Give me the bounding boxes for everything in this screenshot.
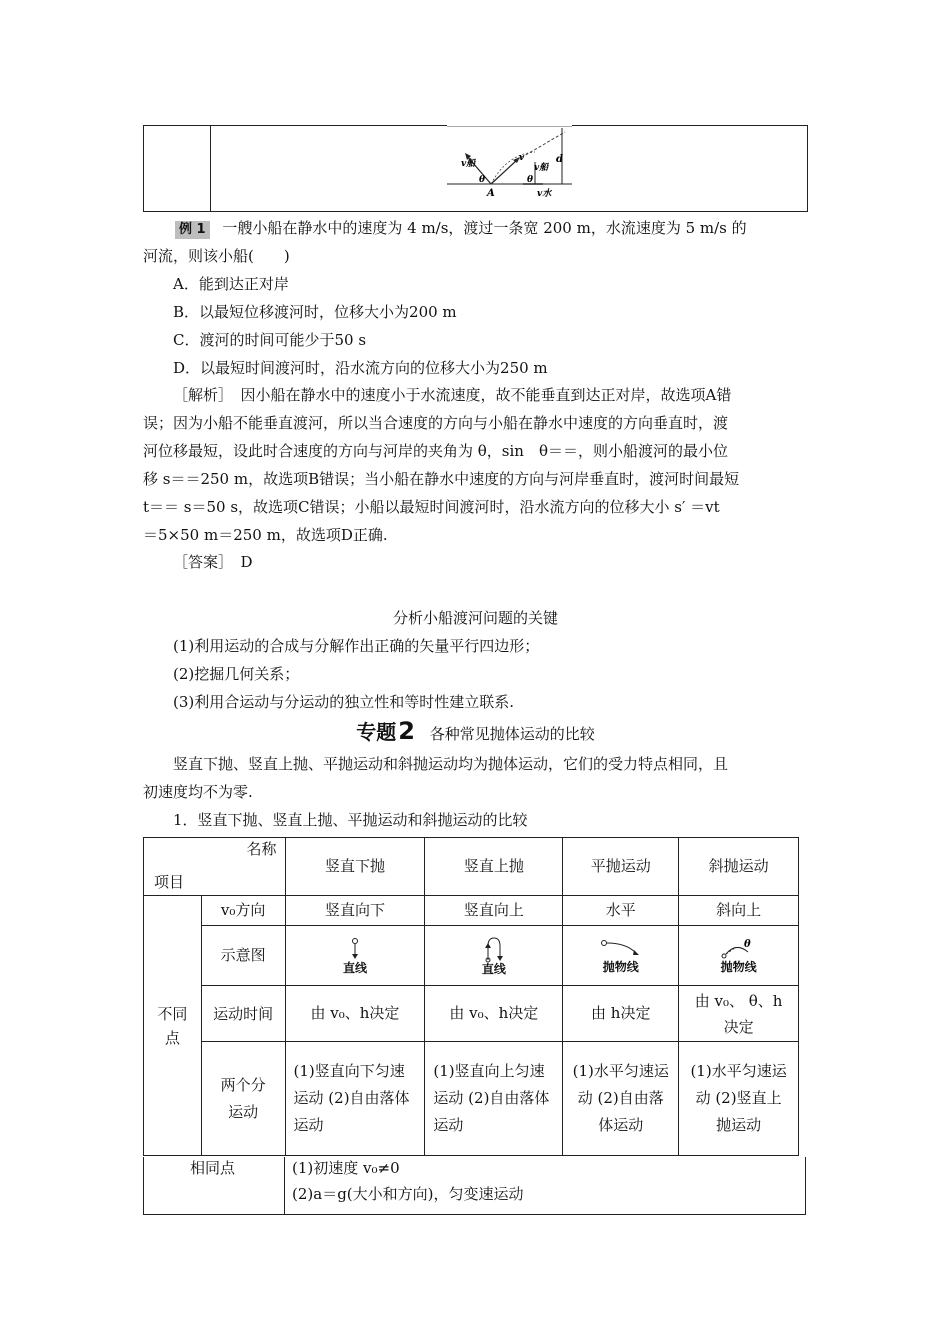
components-cell-1: (1)竖直向上匀速运动 (2)自由落体运动 xyxy=(425,1042,563,1156)
topic2-subheading: 1．竖直下抛、竖直上抛、平抛运动和斜抛运动的比较 xyxy=(173,811,528,829)
top-border-right xyxy=(572,125,807,126)
direction-cell-0: 竖直向下 xyxy=(285,896,425,926)
col-header-vertical-up: 竖直上抛 xyxy=(425,838,563,896)
top-figure-divider xyxy=(210,125,211,212)
common-item-2: (2)a＝g(大小和方向)，匀变速运动 xyxy=(292,1185,524,1203)
direction-cell-3: 斜向上 xyxy=(679,896,799,926)
row-label-direction: v₀方向 xyxy=(201,896,285,926)
v-boat-label: v船 xyxy=(461,159,476,169)
key-points-title: 分析小船渡河问题的关键 xyxy=(392,609,558,627)
a-point-label: A xyxy=(487,188,495,199)
river-crossing-diagram xyxy=(447,126,577,206)
col-header-vertical-down: 竖直下抛 xyxy=(285,838,425,896)
topic2-heading: 专题2 各种常见抛体运动的比较 xyxy=(356,717,595,745)
v-water-label: v水 xyxy=(537,189,552,199)
row-label-time: 运动时间 xyxy=(201,986,285,1042)
diagram-cell-3 xyxy=(679,926,799,986)
d-label: d xyxy=(556,154,563,165)
time-cell-3: 由 v₀、 θ、h决定 xyxy=(679,986,799,1042)
components-cell-3: (1)水平匀速运动 (2)竖直上抛运动 xyxy=(679,1042,799,1156)
table-corner xyxy=(144,838,286,896)
diagram-caption-1: 直线 xyxy=(481,961,506,976)
answer: ［答案］ D xyxy=(173,553,253,571)
time-cell-0: 由 v₀、h决定 xyxy=(285,986,425,1042)
v-boat2-label: v船 xyxy=(534,163,549,173)
row-label-components: 两个分运动 xyxy=(201,1042,285,1156)
time-cell-2: 由 h决定 xyxy=(563,986,679,1042)
theta-label-2: θ xyxy=(527,175,534,185)
diagram-caption-0: 直线 xyxy=(342,960,367,975)
diagram-cell-1 xyxy=(425,926,563,986)
option-c: C．渡河的时间可能少于50 s xyxy=(173,331,367,349)
analysis-line-2: 误；因为小船不能垂直渡河，所以当合速度的方向与小船在静水中速度的方向垂直时，渡 xyxy=(143,414,729,432)
direction-cell-1: 竖直向上 xyxy=(425,896,563,926)
row-label-diagram: 示意图 xyxy=(201,926,285,986)
direction-cell-2: 水平 xyxy=(563,896,679,926)
components-cell-2: (1)水平匀速运动 (2)自由落体运动 xyxy=(563,1042,679,1156)
col-header-horizontal: 平抛运动 xyxy=(563,838,679,896)
analysis-line-1: ［解析］ 因小船在静水中的速度小于水流速度，故不能垂直到达正对岸，故选项A错 xyxy=(173,386,732,404)
topic2-intro-line1: 竖直下抛、竖直上抛、平抛运动和斜抛运动均为抛体运动，它们的受力特点相同，且 xyxy=(173,755,729,773)
straight-up-diagram xyxy=(474,936,514,962)
corner-bottom-label: 项目 xyxy=(154,873,185,891)
analysis-line-5: t＝＝ s＝50 s，故选项C错误；小船以最短时间渡河时，沿水流方向的位移大小 s′ ＝vt xyxy=(143,498,720,516)
v-label: v xyxy=(519,153,525,163)
key-point-1: (1)利用运动的合成与分解作出正确的矢量平行四边形； xyxy=(173,637,540,655)
oblique-projectile-diagram xyxy=(714,938,764,960)
analysis-line-6: ＝5×50 m＝250 m，故选项D正确. xyxy=(143,526,388,544)
diagram-caption-2: 抛物线 xyxy=(602,959,639,974)
diagram-caption-3: 抛物线 xyxy=(720,959,757,974)
common-divider xyxy=(284,1157,285,1215)
key-point-2: (2)挖掘几何关系； xyxy=(173,665,300,683)
example-question-line1: 例 1 一艘小船在静水中的速度为 4 m/s，渡过一条宽 200 m，水流速度为 5 m/s 的 xyxy=(175,218,840,239)
svg-text:θ: θ xyxy=(743,938,751,950)
example-badge: 例 1 xyxy=(175,221,210,239)
topic2-intro-line2: 初速度均不为零. xyxy=(143,783,253,801)
col-header-oblique: 斜抛运动 xyxy=(679,838,799,896)
key-point-3: (3)利用合运动与分运动的独立性和等时性建立联系. xyxy=(173,693,515,711)
option-a: A．能到达正对岸 xyxy=(173,275,289,293)
common-label: 相同点 xyxy=(190,1159,236,1177)
theta-label-1: θ xyxy=(479,175,486,185)
option-d: D．以最短时间渡河时，沿水流方向的位移大小为250 m xyxy=(173,359,548,377)
analysis-line-4: 移 s＝＝250 m，故选项B错误；当小船在静水中速度的方向与河岸垂直时，渡河时间最短 xyxy=(143,470,740,488)
top-border-left xyxy=(143,125,447,126)
diagram-cell-2 xyxy=(563,926,679,986)
diagram-cell-0 xyxy=(285,926,425,986)
comparison-table xyxy=(143,837,799,1156)
components-cell-0: (1)竖直向下匀速运动 (2)自由落体运动 xyxy=(285,1042,425,1156)
option-b: B．以最短位移渡河时，位移大小为200 m xyxy=(173,303,457,321)
analysis-line-3: 河位移最短，设此时合速度的方向与河岸的夹角为 θ，sin θ＝＝，则小船渡河的最小位 xyxy=(143,442,728,460)
diff-label: 不同点 xyxy=(144,896,202,1156)
time-cell-1: 由 v₀、h决定 xyxy=(425,986,563,1042)
common-item-1: (1)初速度 v₀≠0 xyxy=(292,1159,400,1177)
horizontal-projectile-diagram xyxy=(596,938,646,960)
example-question-line2: 河流，则该小船( ) xyxy=(143,247,290,265)
corner-top-label: 名称 xyxy=(246,840,277,858)
straight-down-diagram xyxy=(335,937,375,961)
